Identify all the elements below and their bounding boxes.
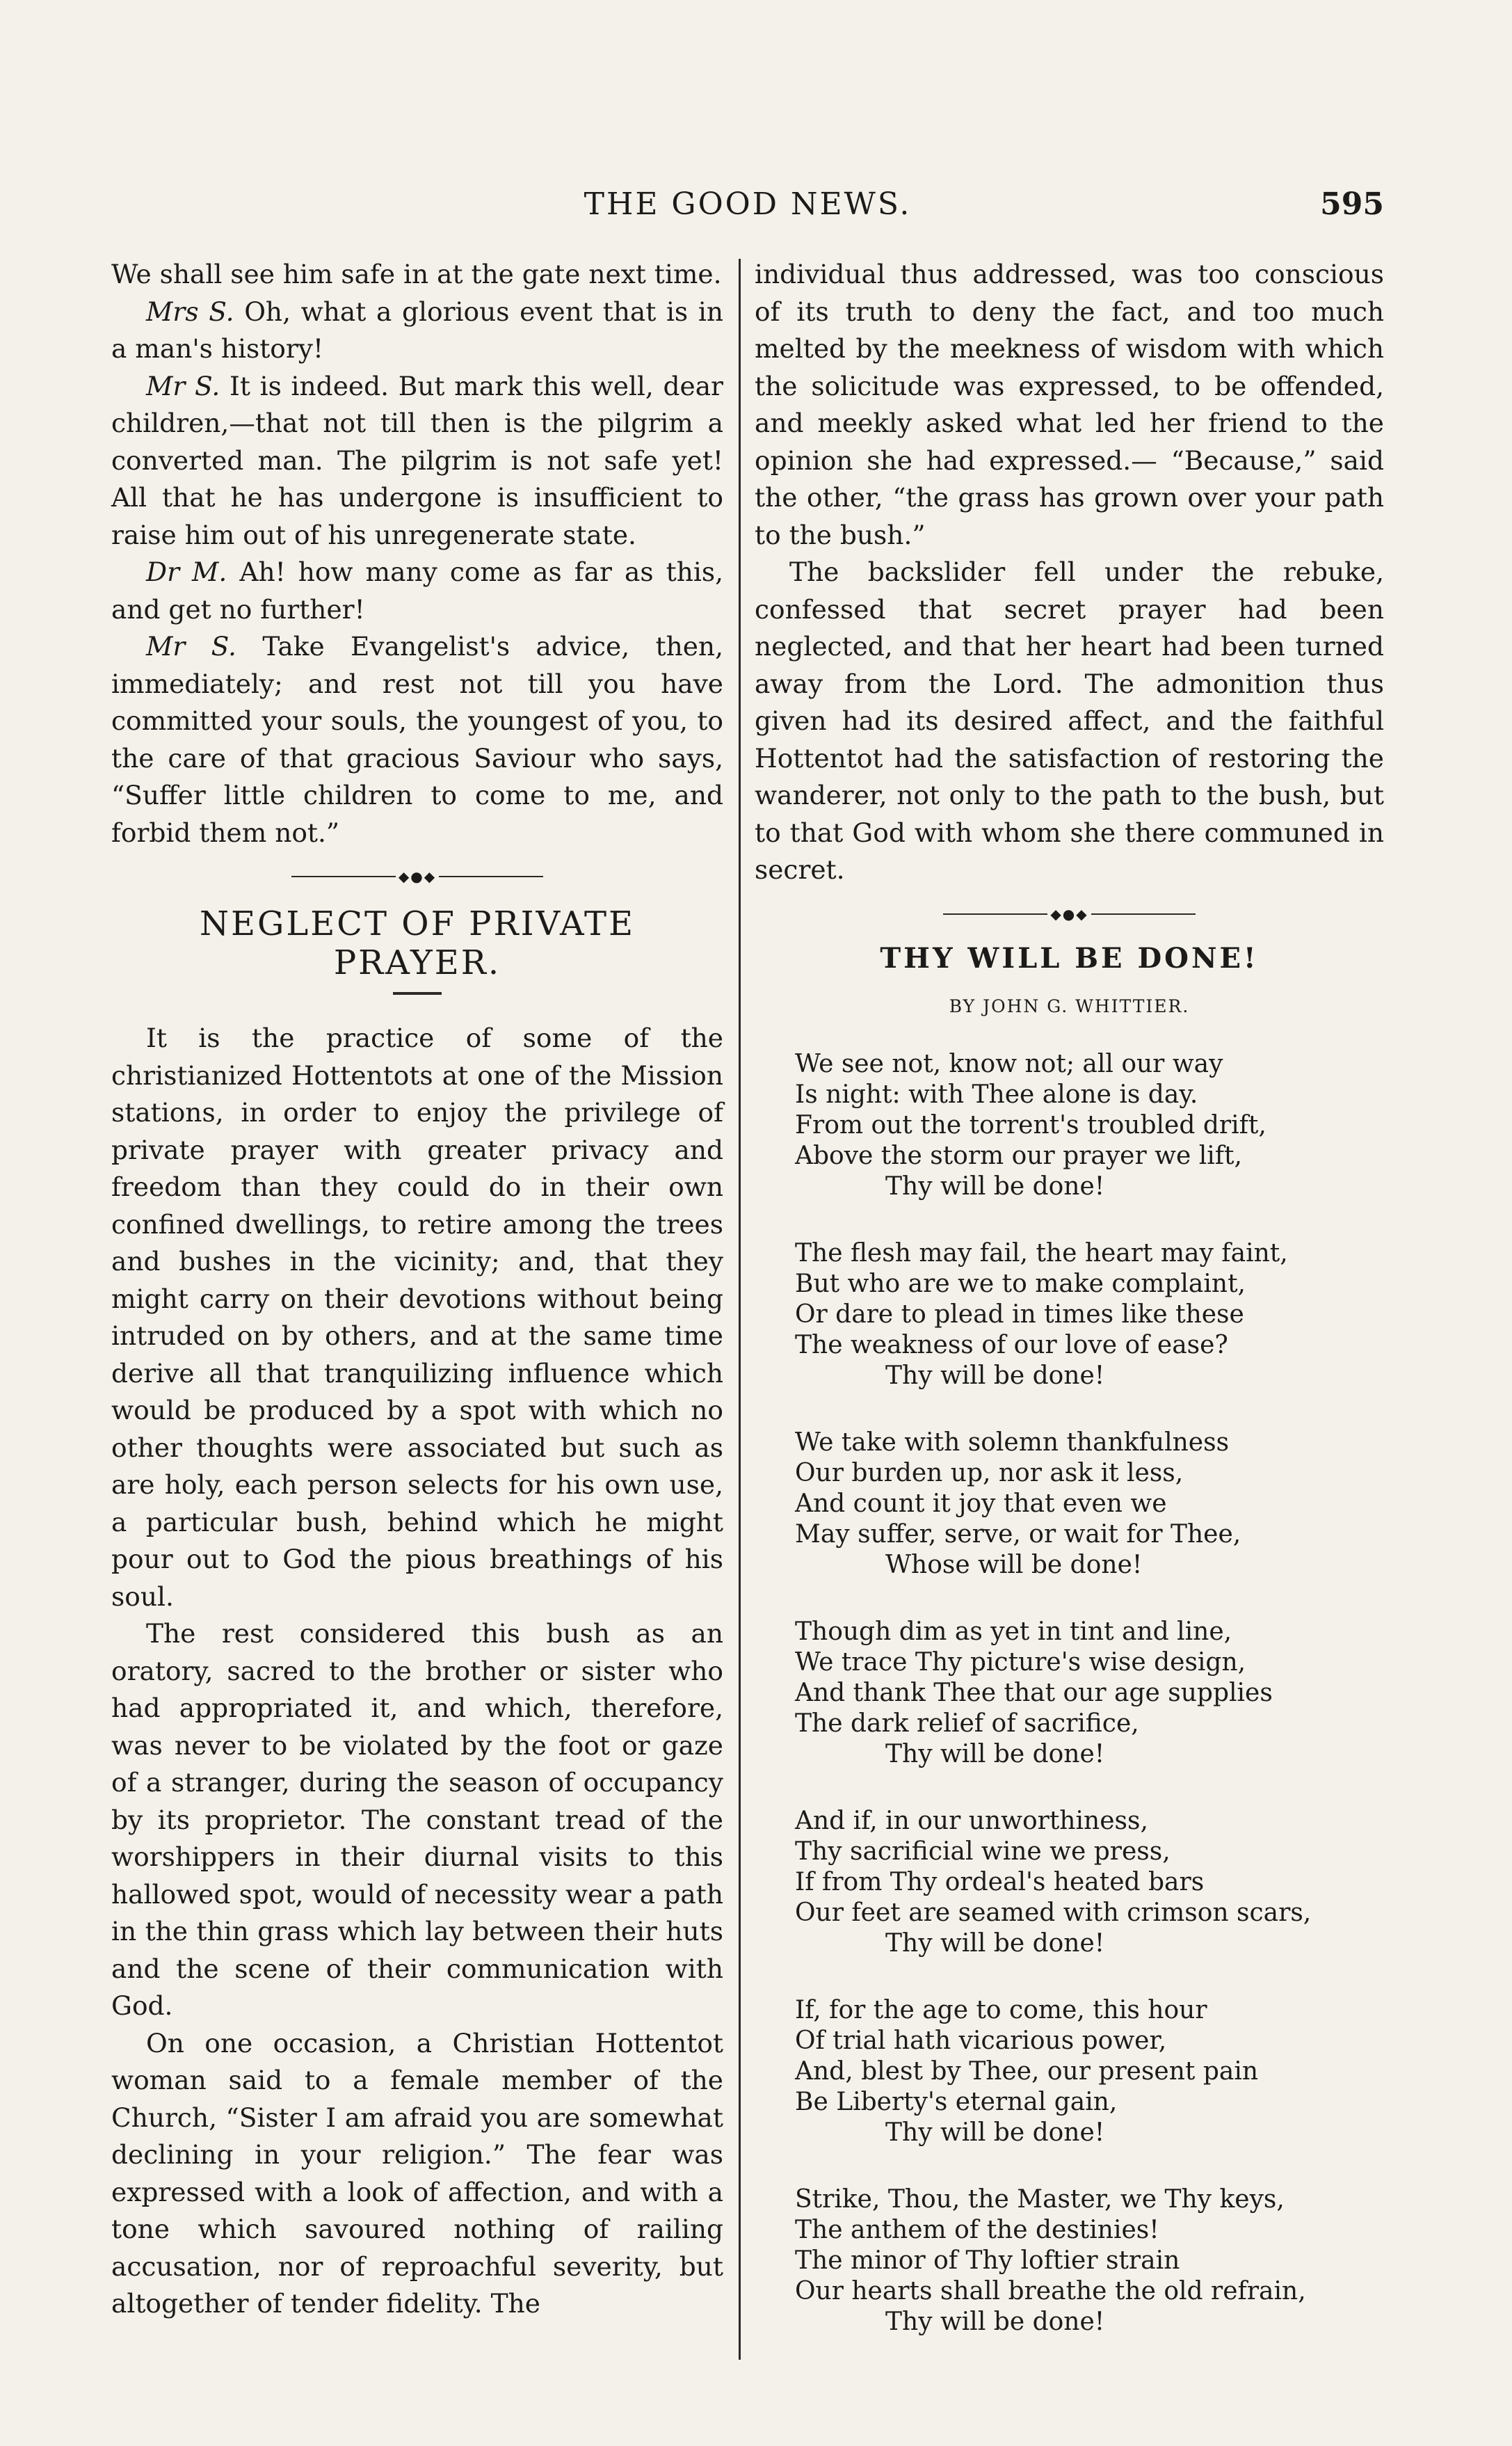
dialogue-line [111,628,723,852]
poem-stanza [795,2184,1384,2337]
poem-line: Thy sacrificial wine we press, [795,1837,1171,1866]
poem-line: The anthem of the destinies! [795,2215,1159,2244]
poem-line: And thank Thee that our age supplies [795,1678,1273,1707]
dialogue-line [111,294,723,368]
poem-line: The dark relief of sacrifice, [795,1709,1139,1738]
poem-stanza [795,1617,1384,1770]
poem-line: Our feet are seamed with crimson scars, [795,1898,1312,1927]
poem-refrain: Thy will be done! [885,1928,1105,1958]
poem-line: We trace Thy picture's wise design, [795,1647,1246,1677]
poem-line: Though dim as yet in tint and line, [795,1617,1232,1646]
poem-line: Is night: with Thee alone is day. [795,1080,1198,1109]
poem-refrain: Thy will be done! [885,1361,1105,1390]
dialogue-text: Oh, what a glorious event that is in a man's history! [111,296,723,364]
poem-line: Strike, Thou, the Master, we Thy keys, [795,2184,1285,2214]
poem-refrain: Thy will be done! [885,2118,1105,2147]
title-rule [393,992,442,995]
section-divider: ◆●◆ [111,870,723,884]
poem-stanza [795,1049,1384,1202]
poem-line: From out the torrent's troubled drift, [795,1110,1266,1140]
article-paragraph: individual thus addressed, was too conscious of its truth to deny the fact, and too much melted by the meekness of wisdom with which the solicitude was expressed, to be offended, and meekly asked what led her friend to the opinion she had expressed.— “Because,” said the other, “the grass has grown over your path to the bush.” [755,259,1384,550]
page-number: 595 [1320,186,1384,222]
article-paragraph: It is the practice of some of the christianized Hottentots at one of the Mission stations, in order to enjoy the privilege of private prayer with greater privacy and freedom than they could do in their own confined dwellings, to retire among the trees and bushes in the vicinity; and, that they might carry on their devotions without being intruded on by others, and at the same time derive all that tranquilizing influence which would be produced by a spot with which no other thoughts were associated but such as are holy, each person selects for his own use, a particular bush, behind which he might pour out to God the pious breathings of his soul. [111,1023,723,1612]
poem-refrain: Thy will be done! [885,1739,1105,1768]
poem-stanza [795,1238,1384,1391]
article-paragraph: On one occasion, a Christian Hottentot woman said to a female member of the Church, “Sister I am afraid you are somewhat declining in your religion.” The fear was expressed with a look of affection, and with a tone which savoured nothing of railing accusation, nor of reproachful severity, but altogether of tender fidelity. The [111,2027,723,2319]
poem-line: May suffer, serve, or wait for Thee, [795,1519,1241,1549]
dialogue-line [111,256,723,294]
poem-line: If, for the age to come, this hour [795,1995,1207,2024]
running-title: THE GOOD NEWS. [584,186,912,222]
poem-stanza [795,1806,1384,1959]
poem-body [795,1049,1384,2337]
right-column [755,256,1384,2342]
poem-refrain: Thy will be done! [885,1172,1105,1201]
dialogue-line [111,368,723,554]
poem-line: But who are we to make complaint, [795,1269,1246,1298]
poem-refrain: Whose will be done! [885,1550,1143,1579]
dialogue-text: It is indeed. But mark this well, dear children,—that not till then is the pilgrim a converted man. The pilgrim is not safe yet! All that he has undergone is insufficient to raise him out of his unregenerate state. [111,370,723,550]
article-paragraph: The rest considered this bush as an oratory, sacred to the brother or sister who had appropriated it, and which, therefore, was never to be violated by the foot or gaze of a stranger, during the season of occupancy by its proprietor. The constant tread of the worshippers in their diurnal visits to this hallowed spot, would of necessity wear a path in the thin grass which lay between their huts and the scene of their communication with God. [111,1618,723,2021]
poem-line: Above the storm our prayer we lift, [795,1141,1242,1170]
poem-byline: BY JOHN G. WHITTIER. [949,996,1190,1016]
dialogue-text: Ah! how many come as far as this, and get no further! [111,557,724,625]
article-title: NEGLECT OF PRIVATE PRAYER. [199,904,636,982]
poem-line: If from Thy ordeal's heated bars [795,1867,1205,1896]
article-paragraph: The backslider fell under the rebuke, confessed that secret prayer had been neglected, and that her heart had been turned away from the Lord. The admonition thus given had its desired affect, and the faithful Hottentot had the satisfaction of restoring the wanderer, not only to the path to the bush, but to that God with whom she there communed in secret. [755,557,1384,885]
dialogue-text: We shall see him safe in at the gate next time. [111,259,722,289]
column-divider [739,259,741,2360]
left-column [111,256,723,2342]
dialogue-line [111,554,723,628]
poem-line: Or dare to plead in times like these [795,1300,1244,1329]
poem-line: Be Liberty's eternal gain, [795,2087,1118,2116]
section-divider: ◆●◆ [755,907,1384,921]
poem-line: And if, in our unworthiness, [795,1806,1148,1835]
poem-line: Of trial hath vicarious power, [795,2026,1167,2055]
dialogue-text: Take Evangelist's advice, then, immediately; and rest not till you have committed your souls, the youngest of you, to the care of that gracious Saviour who says, “Suffer little children to come to me, and forbid them not.” [111,631,723,848]
poem-line: We take with solemn thankfulness [795,1428,1230,1457]
speaker-label: Mr S. [146,631,236,662]
poem-line: And count it joy that even we [795,1489,1167,1518]
poem-title: THY WILL BE DONE! [880,941,1259,975]
poem-stanza [795,1995,1384,2148]
speaker-label: Dr M. [146,557,227,587]
poem-stanza [795,1428,1384,1581]
page-header [111,186,1384,228]
poem-line: And, blest by Thee, our present pain [795,2056,1259,2086]
speaker-label: Mr S. [146,370,220,401]
speaker-label: Mrs S. [146,296,234,327]
poem-line: We see not, know not; all our way [795,1049,1223,1078]
poem-line: Our hearts shall breathe the old refrain, [795,2276,1306,2305]
poem-line: The minor of Thy loftier strain [795,2246,1180,2275]
poem-line: The weakness of our love of ease? [795,1330,1228,1359]
poem-line: The flesh may fail, the heart may faint, [795,1238,1288,1268]
poem-refrain: Thy will be done! [885,2307,1105,2336]
poem-line: Our burden up, nor ask it less, [795,1458,1184,1487]
